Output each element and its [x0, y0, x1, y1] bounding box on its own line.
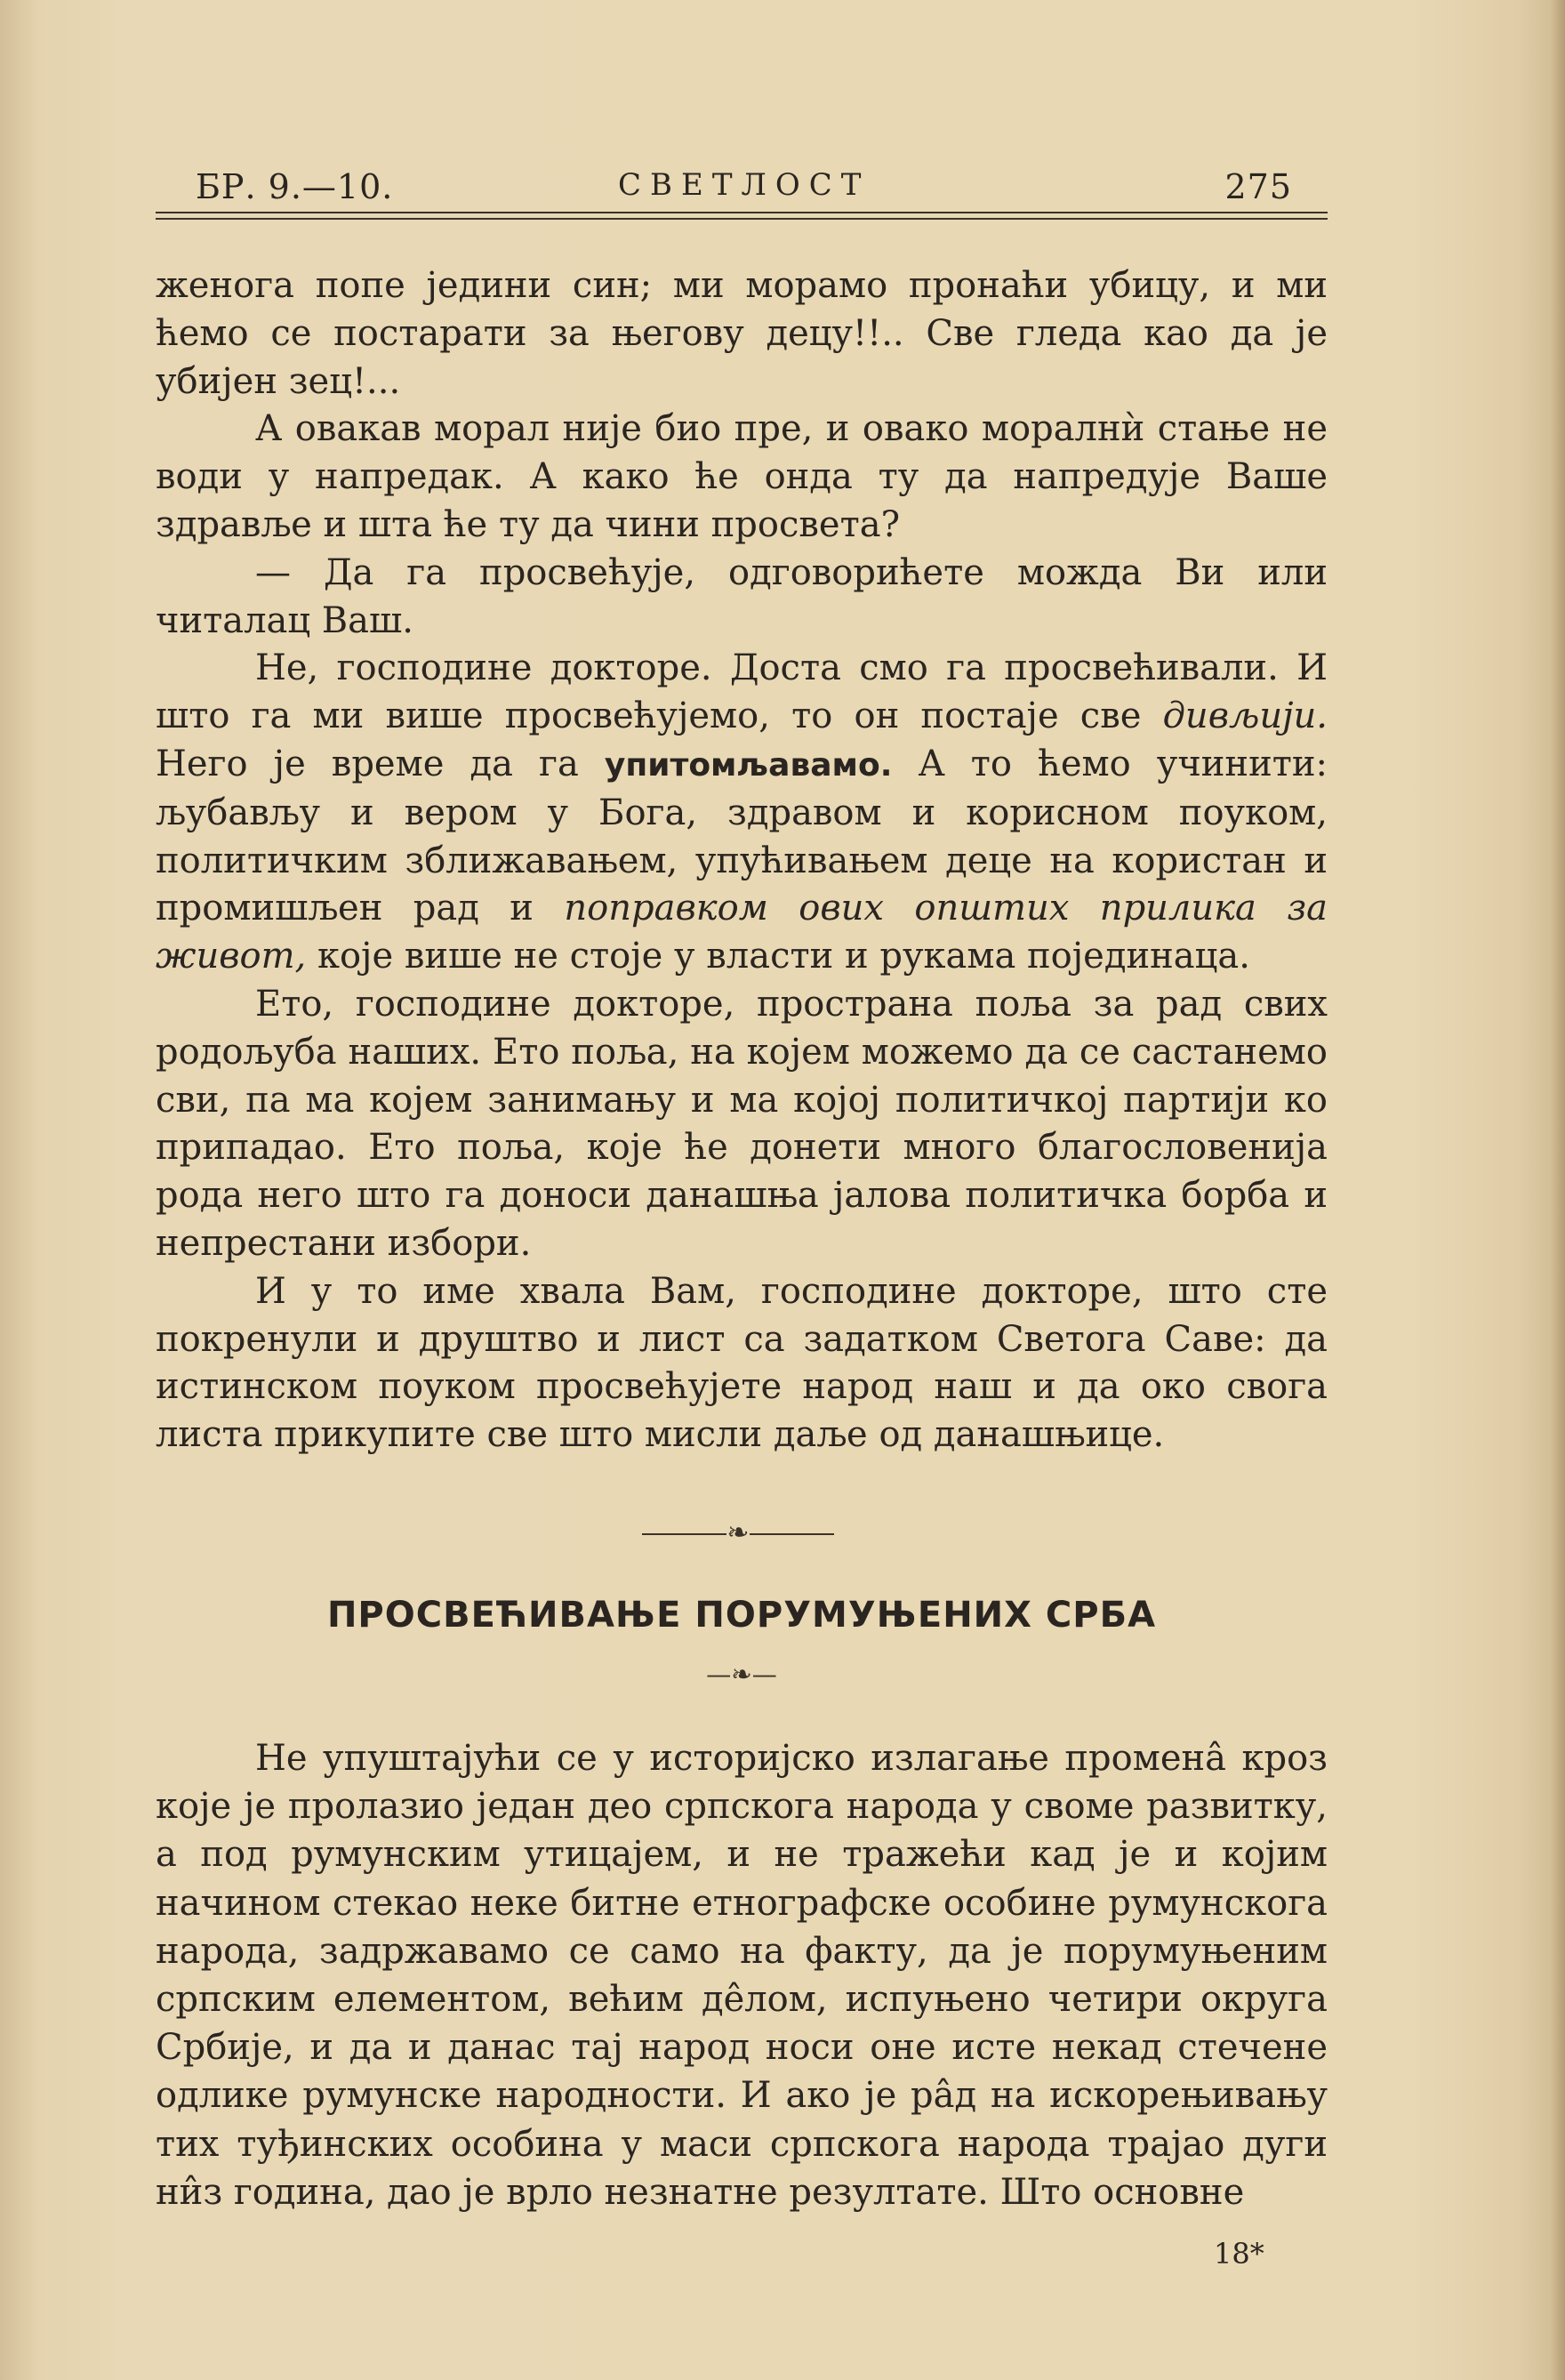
paragraph-4-bold: упитомљавамо. — [604, 746, 893, 784]
page-number: 275 — [1224, 167, 1292, 206]
divider-knot-icon: ❧ — [726, 1517, 750, 1548]
paragraph-4-italic-1: дивљији. — [1162, 696, 1328, 737]
issue-number: БР. 9.—10. — [196, 167, 394, 206]
paragraph-1: женога попе једини син; ми морамо пронаћи убицу, и ми ћемо се постарати за његову децу!!.. Све гледа као да је убијен зец!... — [156, 265, 1328, 402]
article-text — [156, 1734, 1328, 2216]
paragraph-3: — Да га просвећује, одговорићете можда Ви или читалац Ваш. — [156, 551, 1328, 641]
paragraph-5: Ето, господине докторе, пространа поља за рад свих родољуба наших. Ето поља, на којем можемо да се састанемо сви, па ма којем занимању и ма којој политичкој партији ко припадао. Ето поља, које ће донети много благословенија рода него што га доноси данашња јалова политичка борба и непрестани избори. — [156, 983, 1328, 1264]
paragraph-4-text-c: А то ћемо учинити: љубављу и вером у Бога, здравом и корисном поуком, политичким зближавањем, упућивањем деце на користан и промишљен рад и — [156, 743, 1328, 929]
running-header — [156, 167, 1328, 210]
divider-line-left — [642, 1533, 726, 1535]
paragraph-4-text-b: Него је време да га — [156, 743, 605, 784]
journal-title: СВЕТЛОСТ — [618, 167, 871, 203]
title-ornament — [156, 1660, 1328, 1689]
page-edge-shadow — [1551, 0, 1565, 2380]
paragraph-2: А овакав морал није био пре, и овако моралнѝ стање не води у напредак. А како ће онда ту да напредује Ваше здравље и шта ће ту да чини просвета? — [156, 408, 1328, 545]
continued-text — [156, 262, 1328, 1459]
header-rule-bottom — [156, 218, 1328, 220]
article-title: ПРОСВЕЋИВАЊЕ ПОРУМУЊЕНИХ СРБА — [326, 1595, 1157, 1636]
paragraph-4-text-a: Не, господине докторе. Доста смо га просвећивали. И што га ми више просвећујемо, то он постаје све — [156, 647, 1328, 737]
paragraph-4 — [156, 645, 1328, 981]
header-rule-top — [156, 212, 1328, 213]
article-paragraph-1: Не упуштајући се у историјско излагање промена̂ кроз које је пролазио један део српскога народа у своме развитку, а под румунским утицајем, и не тражећи кад је и којим начином стекао неке битне етнографске особине румунскога народа, задржавамо се само на факту, да је порумуњеним српским елементом, већим де̂лом, испуњено четири округа Србије, и да и данас тај народ носи оне исте некад стечене одлике румунске народности. И ако је ра̂д на искорењивању тих туђинских особина у маси српскога народа трајао дуги ни̂з година, дао је врло незнатне резултате. Што основне — [156, 1738, 1328, 2213]
section-divider-ornament — [0, 1517, 1476, 1548]
paragraph-6: И у то име хвала Вам, господине докторе, што сте покренули и друштво и лист са задатком Светога Саве: да истинском поуком просвећујете народ наш и да око свога листа прикупите све што мисли даље од данашњице. — [156, 1270, 1328, 1456]
divider-line-right — [750, 1533, 834, 1535]
title-ornament-icon: —❧— — [706, 1660, 777, 1689]
paragraph-4-text-d: које више не стоје у власти и рукама појединаца. — [306, 936, 1250, 977]
paragraph-4-italic-2: поправком ових општих прилика за живот, — [156, 888, 1328, 977]
signature-mark: 18* — [1214, 2237, 1264, 2271]
